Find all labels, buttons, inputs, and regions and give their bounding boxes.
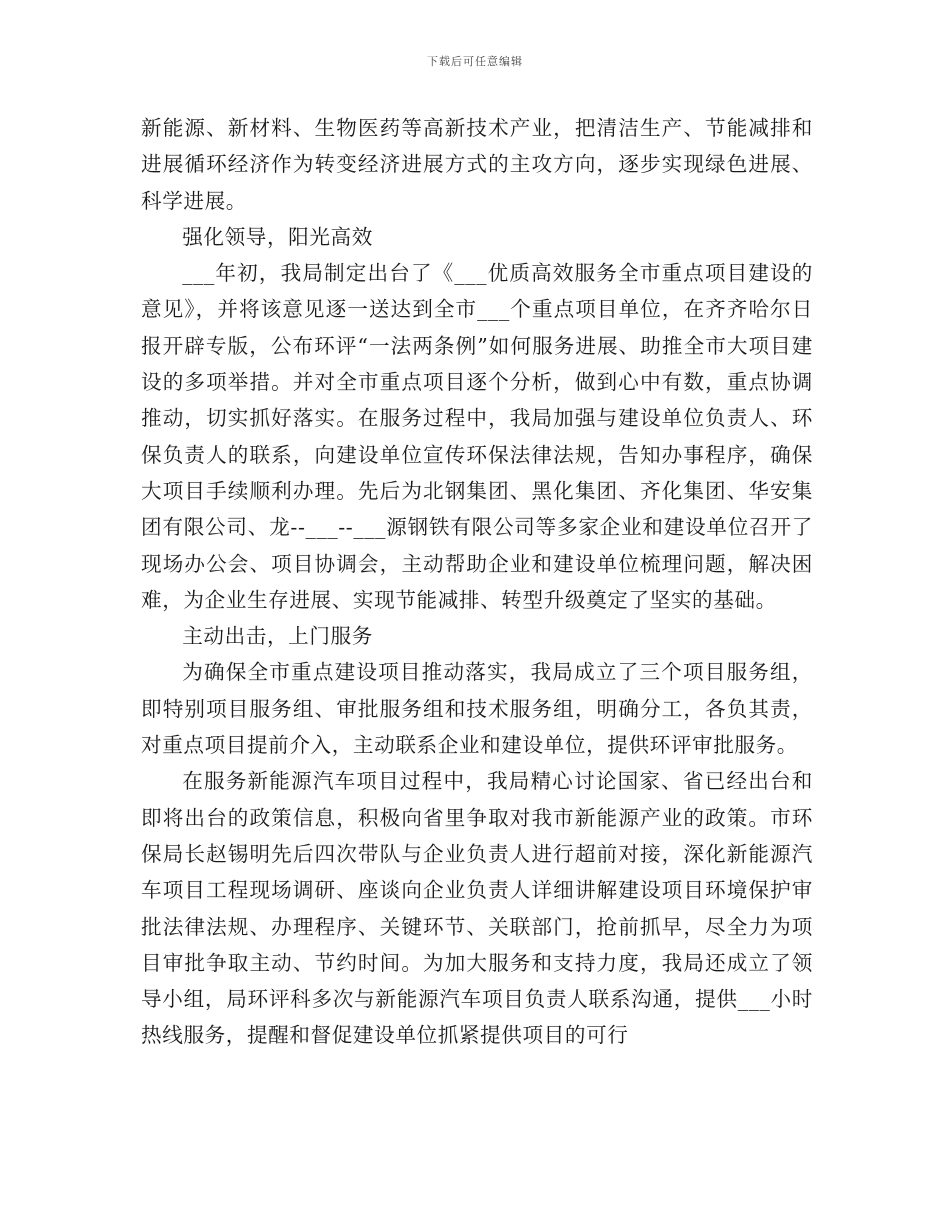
section-heading: 强化领导，阳光高效	[182, 224, 373, 249]
paragraph: 为确保全市重点建设项目推动落实，我局成立了三个项目服务组，即特别项目服务组、审批服务组和技术服务组，明确分工，各负其责，对重点项目提前介入，主动联系企业和建设单位，提供环评审批服务。	[141, 660, 813, 758]
paragraph: 新能源、新材料、生物医药等高新技术产业，把清洁生产、节能减排和进展循环经济作为转变经济进展方式的主攻方向，逐步实现绿色进展、科学进展。	[141, 116, 813, 213]
page-header-note: 下载后可任意编辑	[427, 55, 523, 68]
paragraph: 在服务新能源汽车项目过程中，我局精心讨论国家、省已经出台和即将出台的政策信息，积极向省里争取对我市新能源产业的政策。市环保局长赵锡明先后四次带队与企业负责人进行超前对接，深化新能源汽车项目工程现场调研、座谈向企业负责人详细讲解建设项目环境保护审批法律法规、办理程序、关键环节、关联部门，抢前抓早，尽全力为项目审批争取主动、节约时间。为加大服务和支持力度，我局还成立了领导小组，局环评科多次与新能源汽车项目负责人联系沟通，提供___小时热线服务，提醒和督促建设单位抓紧提供项目的可行	[141, 769, 813, 1048]
document-body	[141, 110, 813, 1054]
section-heading: 主动出击，上门服务	[182, 624, 373, 649]
paragraph: ___年初，我局制定出台了《___优质高效服务全市重点项目建设的意见》，并将该意见逐一送达到全市___个重点项目单位，在齐齐哈尔日报开辟专版，公布环评“一法两条例”如何服务进展、助推全市大项目建设的多项举措。并对全市重点项目逐个分析，做到心中有数，重点协调推动，切实抓好落实。在服务过程中，我局加强与建设单位负责人、环保负责人的联系，向建设单位宣传环保法律法规，告知办事程序，确保大项目手续顺利办理。先后为北钢集团、黑化集团、齐化集团、华安集团有限公司、龙--___--___源钢铁有限公司等多家企业和建设单位召开了现场办公会、项目协调会，主动帮助企业和建设单位梳理问题，解决困难，为企业生存进展、实现节能减排、转型升级奠定了坚实的基础。	[141, 261, 813, 612]
